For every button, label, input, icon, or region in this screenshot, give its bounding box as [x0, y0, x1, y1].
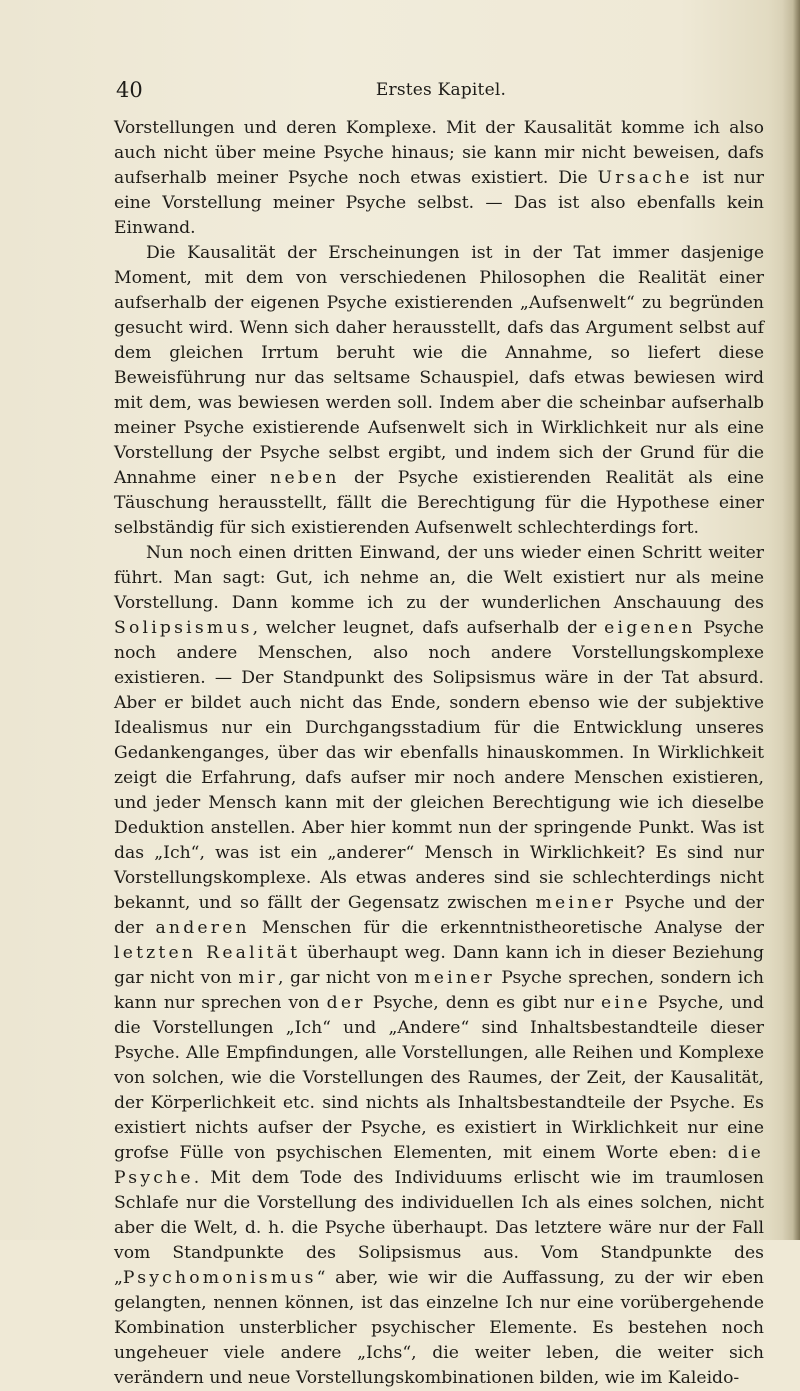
spaced-emphasis: meiner [535, 893, 617, 913]
text-run: Psyche, und die Vorstellungen „Ich“ und „Andere“ sind Inhaltsbestandteile dieser Psyche. Alle Empfindungen, alle Vorstellungen, alle Reihen und Komplexe von solchen, wie die Vorstellungen des Raumes, der Zeit, der Kausalität, der Körperlichkeit etc. sind nichts als Inhaltsbestandteile der Psyche. Es existiert nichts aufser der Psyche, es existiert in Wirklichkeit nur eine grofse Fülle von psychischen Elementen, mit einem Worte eben: [114, 993, 764, 1163]
spaced-emphasis: meiner [414, 968, 495, 988]
text-run: “ aber, wie wir die Auffassung, zu der wir eben gelangten, nennen können, ist das einzelne Ich nur eine vorübergehende Kombination unsterblicher psychischer Elemente. Es bestehen noch ungeheuer viele andere „Ichs“, die weiter leben, die weiter sich verändern und neue Vorstellungskombinationen bilden, wie im Kaleido- [114, 1268, 764, 1388]
spaced-emphasis: eigenen [604, 618, 696, 638]
spaced-emphasis: neben [270, 468, 340, 488]
spaced-emphasis: mir [238, 968, 278, 988]
page-number: 40 [116, 78, 143, 102]
text-run: Psyche noch andere Menschen, also noch andere Vorstellungskomplexe existieren. — Der Standpunkt des Solipsismus wäre in der Tat absurd. Aber er bildet auch nicht das Ende, sondern ebenso wie der subjektive Idealismus nur ein Durchgangsstadium für die Entwicklung unseres Gedankenganges, über das wir ebenfalls hinauskommen. In Wirklichkeit zeigt die Erfahrung, dafs aufser mir noch andere Menschen existieren, und jeder Mensch kann mit der gleichen Berechtigung wie ich dieselbe Deduktion anstellen. Aber hier kommt nun der springende Punkt. Was ist das „Ich“, was ist ein „anderer“ Mensch in Wirklichkeit? Es sind nur Vorstellungskomplexe. Als etwas anderes sind sie schlechterdings nicht bekannt, und so fällt der Gegensatz zwischen [114, 618, 764, 913]
spaced-emphasis: Ursache [597, 168, 693, 188]
text-run: Psyche, denn es gibt nur [365, 993, 602, 1013]
text-run: Menschen für die erkenntnistheoretische Analyse der [249, 918, 764, 938]
spaced-emphasis: anderen [155, 918, 250, 938]
running-head: Erstes Kapitel. [375, 80, 507, 100]
text-run: , gar nicht von [277, 968, 415, 988]
text-run: ist nur eine Vorstellung meiner Psyche selbst. — Das ist also ebenfalls kein Einwand. [114, 168, 764, 238]
text-run: der Psyche existierenden Realität als eine Täuschung herausstellt, fällt die Berechtigung für die Hypothese einer selbständig für sich existierenden Aufsenwelt schlechterdings fort. [114, 468, 764, 538]
spaced-emphasis: die Psyche [114, 1143, 764, 1188]
body-text [114, 116, 764, 1391]
text-run: Die Kausalität der Erscheinungen ist in der Tat immer dasjenige Moment, mit dem von verschiedenen Philosophen die Realität einer aufserhalb der eigenen Psyche existierenden „Aufsenwelt“ zu begründen gesucht wird. Wenn sich daher herausstellt, dafs das Argument selbst auf dem gleichen Irrtum beruht wie die Annahme, so liefert diese Beweisführung nur das seltsame Schauspiel, dafs etwas bewiesen wird mit dem, was bewiesen werden soll. Indem aber die scheinbar aufserhalb meiner Psyche existierende Aufsenwelt sich in Wirklichkeit nur als eine Vorstellung der Psyche selbst ergibt, und indem sich der Grund für die Annahme einer [114, 243, 764, 488]
text-run: Psyche sprechen, sondern ich kann nur sprechen von [114, 968, 764, 1013]
text-run: , welcher leugnet, dafs aufserhalb der [252, 618, 605, 638]
spaced-emphasis: der [326, 993, 366, 1013]
text-run: Vorstellungen und deren Komplexe. Mit der Kausalität komme ich also auch nicht über meine Psyche hinaus; sie kann mir nicht beweisen, dafs aufserhalb meiner Psyche noch etwas existiert. Die [114, 118, 764, 188]
page-header [116, 74, 766, 104]
text-run: Psyche und der der [114, 893, 764, 938]
paragraph [114, 241, 764, 541]
text-run: Nun noch einen dritten Einwand, der uns wieder einen Schritt weiter führt. Man sagt: Gut, ich nehme an, die Welt existiert nur als meine Vorstellung. Dann komme ich zu der wunderlichen Anschauung des [114, 543, 764, 613]
spaced-emphasis: Solipsismus [114, 618, 253, 638]
spaced-emphasis: eine [601, 993, 651, 1013]
spaced-emphasis: Psychomonismus [122, 1268, 317, 1288]
paragraph [114, 541, 764, 1391]
text-run: überhaupt weg. Dann kann ich in dieser Beziehung gar nicht von [114, 943, 765, 988]
text-run: . Mit dem Tode des Individuums erlischt wie im traumlosen Schlafe nur die Vorstellung des individuellen Ich als eines solchen, nicht aber die Welt, d. h. die Psyche überhaupt. Das letztere wäre nur der Fall vom Standpunkte des Solipsismus aus. Vom Standpunkte des „ [114, 1168, 764, 1288]
paragraph [114, 116, 764, 241]
spaced-emphasis: letzten Realität [114, 943, 301, 963]
page-edge-shadow [782, 0, 800, 1240]
